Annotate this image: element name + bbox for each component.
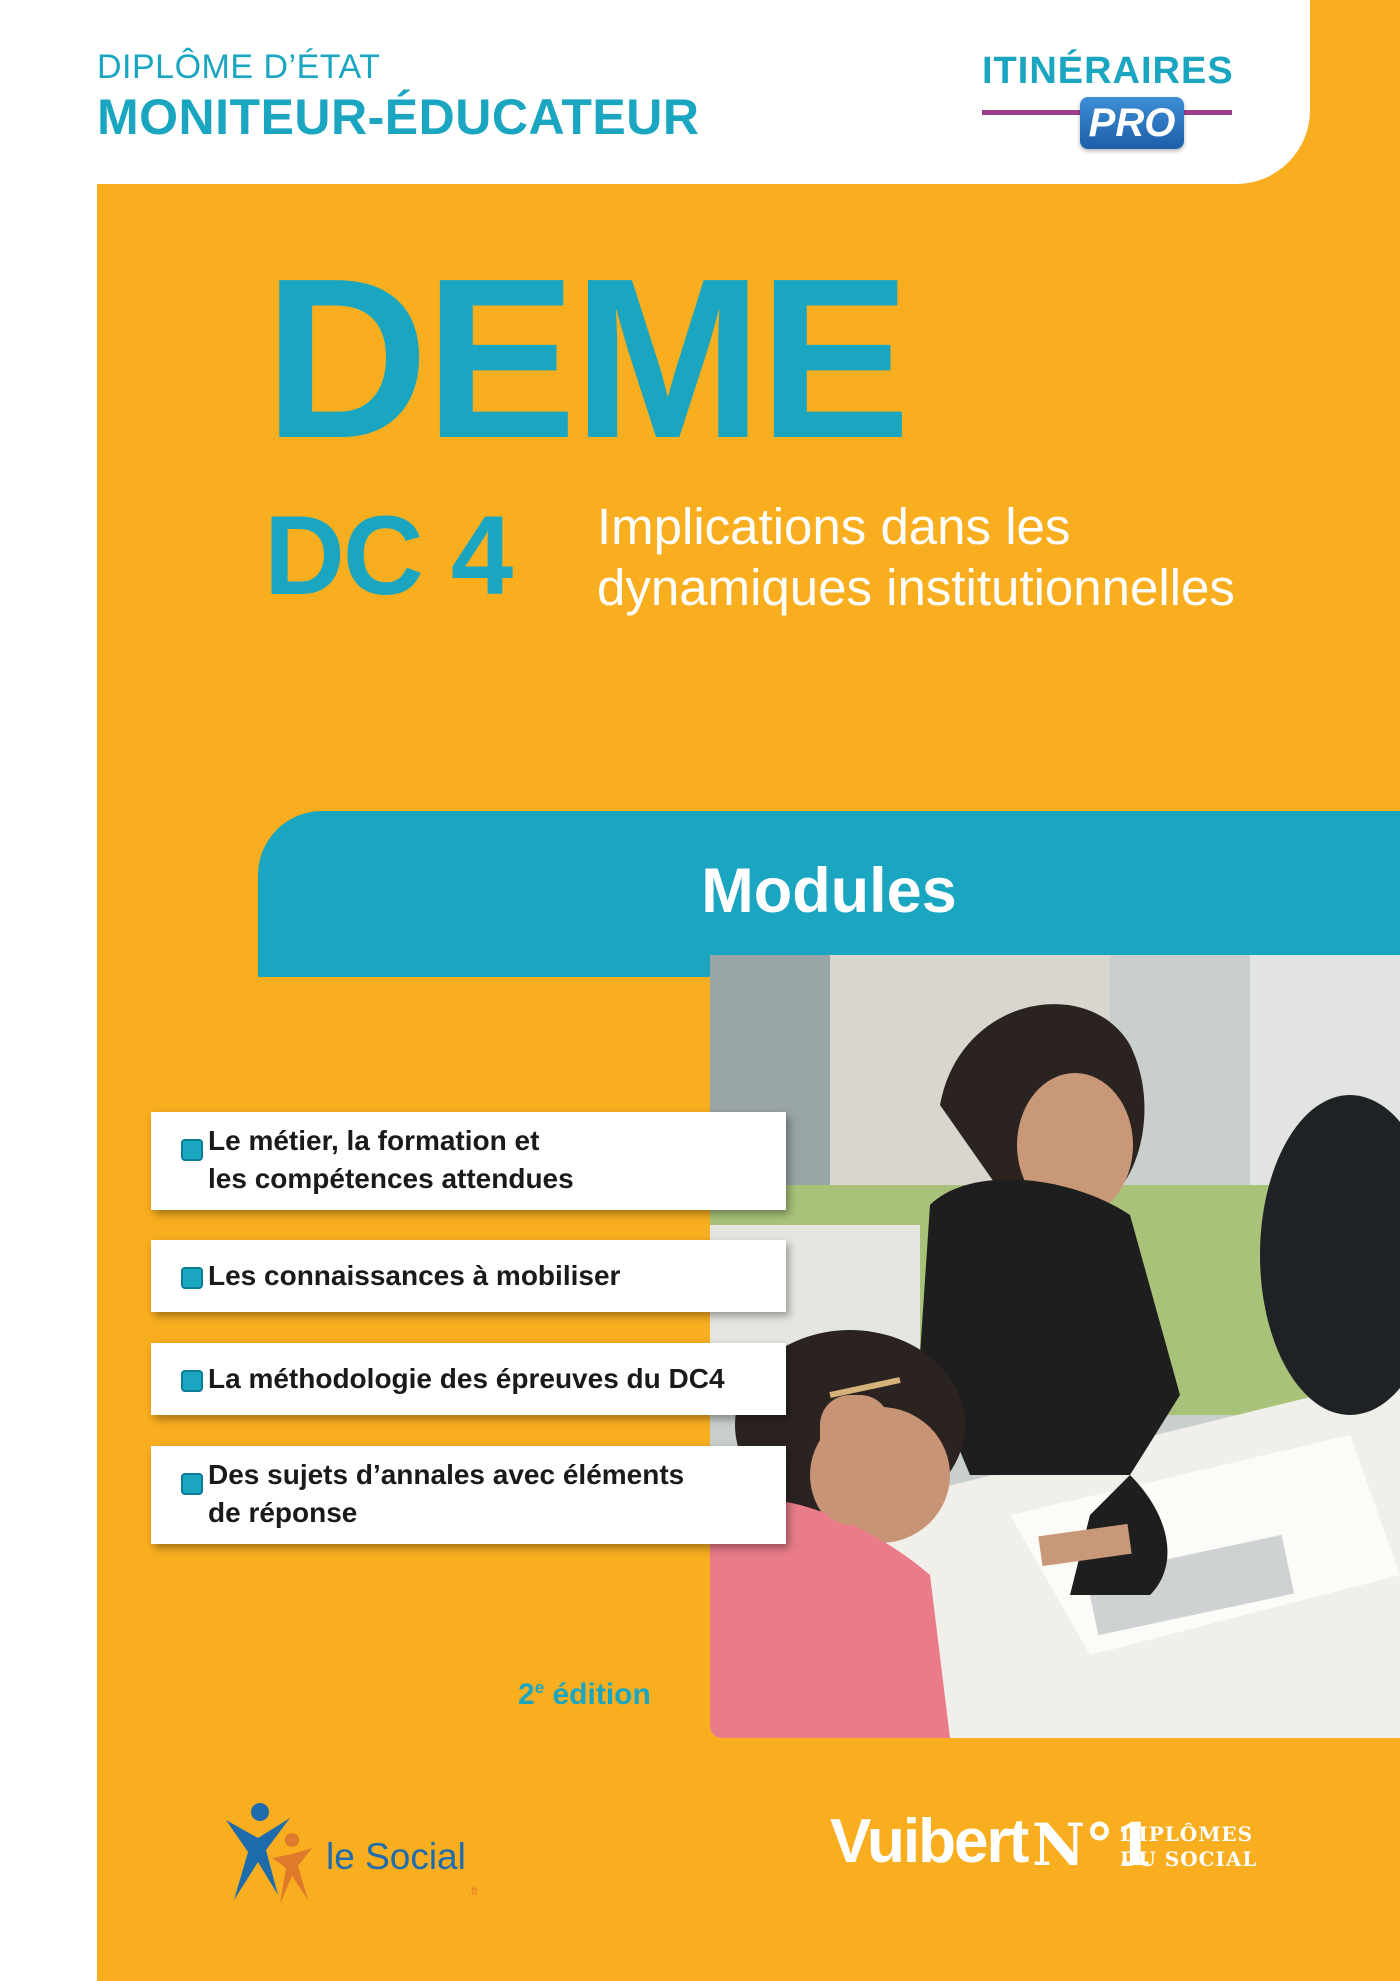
bullet-item <box>151 1446 786 1544</box>
series-label: DIPLÔME D’ÉTAT <box>97 48 381 86</box>
publisher-rank: N°1 <box>1032 1811 1155 1879</box>
bullet-text-line: les compétences attendues <box>208 1163 574 1194</box>
le-social-logo <box>196 1800 516 1910</box>
subtitle-line-1: Implications dans les <box>597 498 1071 555</box>
logo-pro-badge: PRO <box>1080 97 1184 149</box>
book-title: DEME <box>264 232 907 486</box>
bullet-item <box>151 1112 786 1210</box>
itineraires-pro-logo <box>982 50 1242 150</box>
le-social-domain: .fr <box>468 1884 479 1898</box>
bullet-text-line: Le métier, la formation et <box>208 1125 540 1156</box>
le-social-figures-icon <box>196 1800 326 1910</box>
publisher-logo: Vuibert <box>830 1807 1028 1876</box>
bullet-text-line: Des sujets d’annales avec éléments <box>208 1459 685 1490</box>
bullet-text-line: de réponse <box>208 1497 358 1528</box>
edition-superscript: e <box>534 1678 545 1697</box>
bullet-square-icon <box>181 1370 203 1392</box>
modules-band <box>258 811 1400 977</box>
le-social-name: le Social <box>326 1836 466 1877</box>
bullet-square-icon <box>181 1139 203 1161</box>
subtitle-line-2: dynamiques institutionnelles <box>597 559 1235 617</box>
bullet-square-icon <box>181 1267 203 1289</box>
publisher-tagline <box>1120 1822 1257 1872</box>
bullet-text-line: La méthodologie des épreuves du DC4 <box>208 1363 725 1394</box>
edition-number: 2 <box>518 1678 535 1711</box>
cover-photo <box>710 955 1400 1738</box>
bullet-square-icon <box>181 1473 203 1495</box>
logo-word: ITINÉRAIRES <box>982 50 1234 92</box>
bullet-text-line: Les connaissances à mobiliser <box>208 1260 621 1291</box>
bullet-item <box>151 1343 786 1415</box>
left-margin-strip <box>0 184 97 1981</box>
edition-word: édition <box>552 1678 651 1711</box>
tagline-line-1: DIPLÔMES <box>1120 1822 1254 1846</box>
edition-label <box>518 1678 651 1712</box>
book-subtitle <box>597 496 1235 618</box>
modules-label: Modules <box>701 856 957 926</box>
series-title: MONITEUR-ÉDUCATEUR <box>97 89 700 145</box>
tagline-line-2: DU SOCIAL <box>1120 1847 1258 1871</box>
bullet-item <box>151 1240 786 1312</box>
module-code: DC 4 <box>264 493 512 618</box>
